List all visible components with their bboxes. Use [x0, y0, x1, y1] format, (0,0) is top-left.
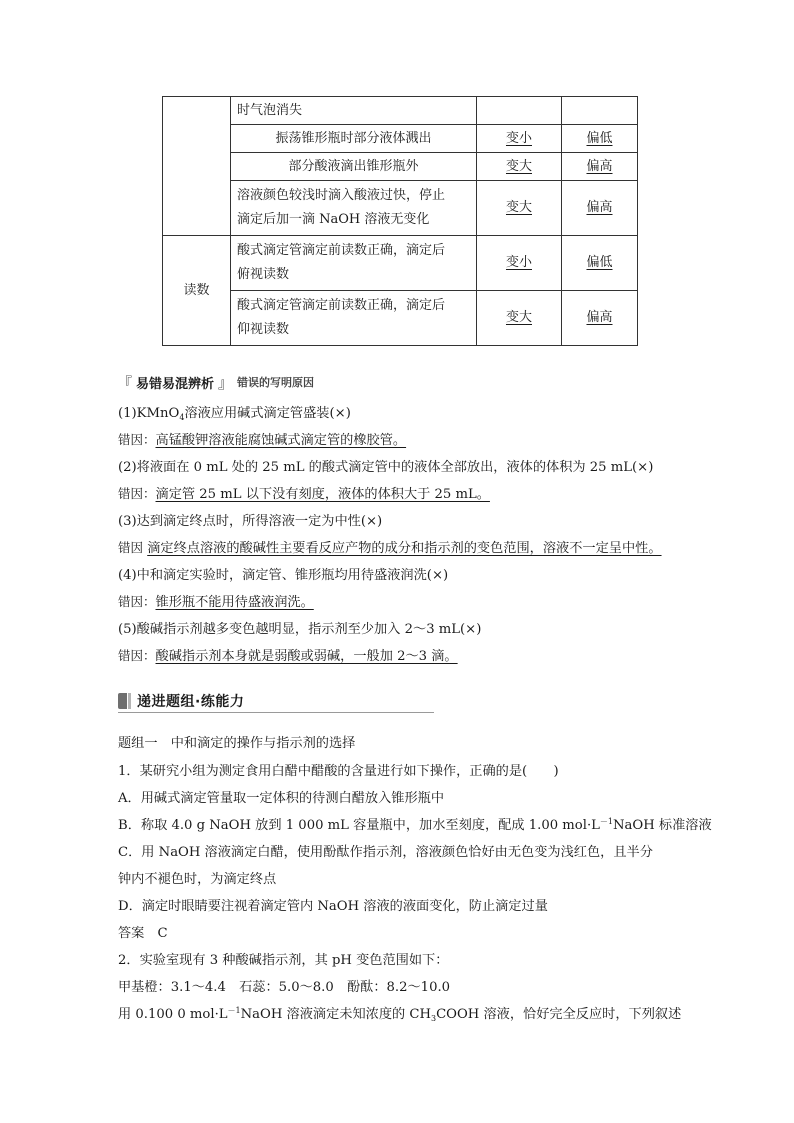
error-analysis-table [162, 96, 638, 346]
table-cell-result: 偏高 [586, 158, 613, 174]
table-row [163, 153, 638, 181]
table-cell-desc: 时气泡消失 [231, 97, 477, 125]
table-row [163, 291, 638, 346]
statement-4: (4)中和滴定实验时，滴定管、锥形瓶均用待盛液润洗(×) [118, 568, 449, 583]
table-cell-result: 偏低 [586, 255, 613, 270]
question-2-text: 用 0.100 0 $mol\cdot L^{-1}NaOH$ 溶液滴定未知浓度的 $CH_3COOH$ 溶液，恰好完全反应时，下列叙述 [118, 1006, 682, 1023]
question-1-option-d: D．滴定时眼睛要注视着滴定管内 NaOH 溶液的液面变化，防止滴定过量 [118, 899, 548, 914]
left-bracket-icon: 『 [117, 373, 133, 392]
table-row [163, 236, 638, 291]
table-cell-result [562, 97, 638, 125]
reason-4: 错因：锥形瓶不能用待盛液润洗。 [118, 594, 314, 610]
question-1-option-c: C．用 NaOH 溶液滴定白醋，使用酚酞作指示剂，溶液颜色恰好由无色变为浅红色，且半分 [118, 845, 653, 860]
question-1-option-a: A．用碱式滴定管量取一定体积的待测白醋放入锥形瓶中 [118, 791, 445, 806]
statement-5: (5)酸碱指示剂越多变色越明显，指示剂至少加入 2～3 mL(×) [118, 622, 482, 637]
table-cell-desc: 酸式滴定管滴定前读数正确，滴定后 俯视读数 [231, 236, 477, 291]
table-cell-volume: 变小 [505, 255, 532, 270]
reason-3: 错因 滴定终点溶液的酸碱性主要看反应产物的成分和指示剂的变色范围，溶液不一定呈中性。 [118, 540, 662, 556]
table-cell-volume: 变小 [505, 130, 532, 146]
table-cell-desc: 振荡锥形瓶时部分液体溅出 [231, 125, 477, 153]
question-1-answer: 答案 C [118, 926, 168, 941]
table-cell-volume [477, 97, 562, 125]
section-marker-icon [118, 693, 127, 709]
table-row [163, 97, 638, 125]
table-cell-volume: 变大 [505, 158, 532, 174]
question-2-ranges: 甲基橙：3.1～4.4 石蕊：5.0～8.0 酚酞：8.2～10.0 [118, 980, 451, 995]
table-cell-category: 读数 [163, 236, 231, 346]
table-row [163, 125, 638, 153]
question-1-stem: 1．某研究小组为测定食用白醋中醋酸的含量进行如下操作，正确的是( ) [118, 764, 559, 779]
statement-1: (1)KMnO$_4$溶液应用碱式滴定管盛装(×) [118, 406, 351, 422]
misconception-header [117, 372, 314, 392]
section-heading [118, 690, 434, 713]
table-cell-result: 偏高 [586, 310, 613, 325]
table-cell-category-empty [163, 97, 231, 236]
table-cell-desc: 溶液颜色较浅时滴入酸液过快，停止 滴定后加一滴 NaOH 溶液无变化 [231, 181, 477, 236]
misconception-title: 易错易混辨析 [136, 376, 215, 392]
statement-2: (2)将液面在 0 mL 处的 25 mL 的酸式滴定管中的液体全部放出，液体的体积为 25 mL(×) [118, 460, 654, 475]
table-cell-volume: 变大 [505, 310, 532, 325]
table-row [163, 181, 638, 236]
section-title: 递进题组·练能力 [137, 694, 245, 710]
table-cell-result: 偏低 [586, 130, 613, 146]
table-cell-desc: 酸式滴定管滴定前读数正确，滴定后 仰视读数 [231, 291, 477, 346]
reason-2: 错因：滴定管 25 mL 以下没有刻度，液体的体积大于 25 mL。 [118, 486, 490, 502]
group-title: 题组一 中和滴定的操作与指示剂的选择 [118, 736, 356, 751]
right-bracket-icon: 』 [218, 373, 234, 392]
statement-3: (3)达到滴定终点时，所得溶液一定为中性(×) [118, 514, 383, 529]
table-cell-result: 偏高 [586, 200, 613, 215]
table-cell-desc: 部分酸液滴出锥形瓶外 [231, 153, 477, 181]
misconception-subtitle: 错误的写明原因 [237, 376, 315, 389]
reason-1: 错因：高锰酸钾溶液能腐蚀碱式滴定管的橡胶管。 [118, 432, 407, 448]
question-1-option-b: B．称取 4.0 g NaOH 放到 1 000 mL 容量瓶中，加水至刻度，配成 1.00 $mol\cdot L^{-1}NaOH$ 标准溶液 [118, 817, 712, 833]
question-2-stem: 2．实验室现有 3 种酸碱指示剂，其 pH 变色范围如下： [118, 953, 449, 968]
table-cell-volume: 变大 [505, 200, 532, 215]
question-1-option-c-cont: 钟内不褪色时，为滴定终点 [118, 872, 277, 887]
reason-5: 错因：酸碱指示剂本身就是弱酸或弱碱，一般加 2～3 滴。 [118, 648, 458, 664]
